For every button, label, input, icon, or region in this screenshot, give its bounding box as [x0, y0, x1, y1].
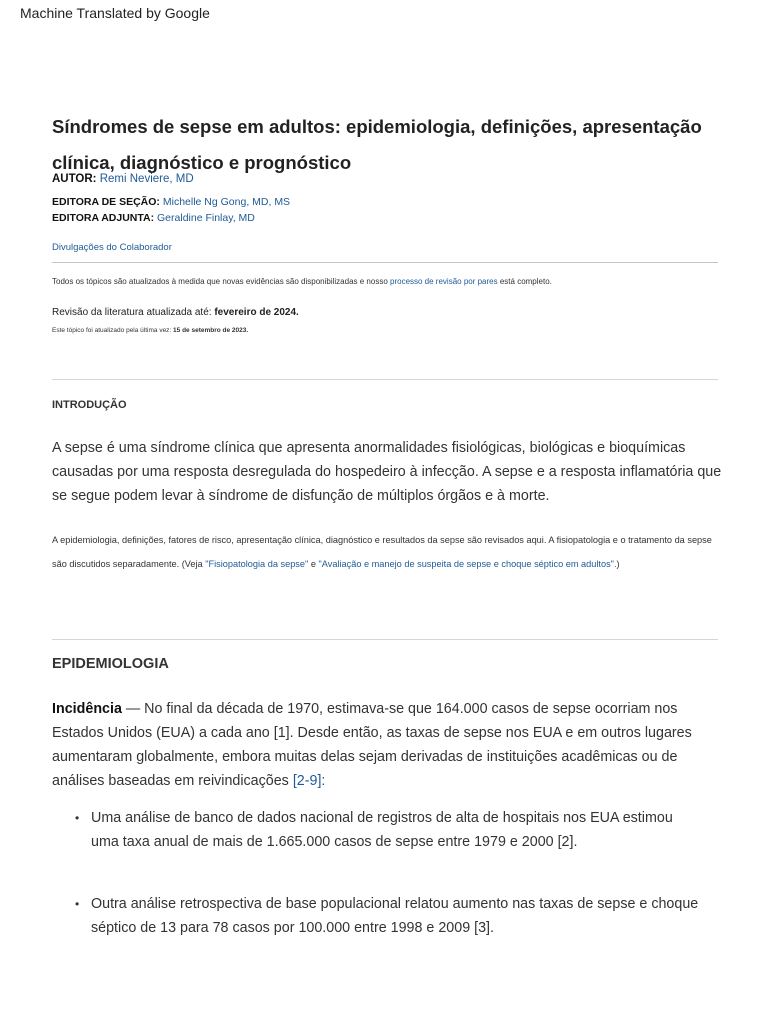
divider [52, 379, 718, 380]
intro-note-close: ) [616, 559, 620, 569]
bullet-marker: • [75, 811, 80, 825]
incidence-paragraph [52, 697, 722, 793]
intro-note-connector: e [308, 559, 319, 569]
deputy-editor-link[interactable]: Geraldine Finlay, MD [157, 212, 255, 224]
update-notice [52, 277, 552, 286]
title-line-2: clínica, diagnóstico e prognóstico [52, 152, 352, 173]
references-link[interactable]: [2-9]: [292, 773, 326, 789]
update-notice-text: Todos os tópicos são atualizados à medida que novas evidências são disponibilizadas e nosso [52, 277, 390, 286]
intro-note-paragraph [52, 528, 722, 576]
list-item-text: Outra análise retrospectiva de base populacional relatou aumento nas taxas de sepse e choque séptico de 13 para 78 casos por 100.000 entre 1998 e 2009 [3]. [91, 896, 699, 936]
deputy-editor-label: EDITORA ADJUNTA: [52, 212, 155, 224]
topic-updated-label: Este tópico foi atualizado pela última vez: [52, 327, 174, 334]
author-link[interactable]: Remi Neviere, MD [99, 173, 194, 185]
intro-paragraph: A sepse é uma síndrome clínica que apresenta anormalidades fisiológicas, biológicas e bioquímicas causadas por uma resposta desregulada do hospedeiro à infecção. A sepse e a resposta inflamatória que se segue podem levar à síndrome de disfunção de múltiplos órgãos e à morte. [52, 440, 722, 504]
update-notice-end: está completo. [497, 277, 552, 286]
topic-updated-value: 15 de setembro de 2023. [173, 327, 249, 334]
pathophysiology-link[interactable]: "Fisiopatologia da sepse" [205, 559, 309, 569]
author-line [52, 173, 194, 185]
bullet-marker: • [75, 897, 80, 911]
peer-review-process-link[interactable]: processo de revisão por pares [390, 277, 498, 286]
literature-review-date [52, 307, 299, 318]
section-editor-link[interactable]: Michelle Ng Gong, MD, MS [162, 196, 291, 208]
topic-last-updated [52, 327, 248, 334]
list-item-text: Uma análise de banco de dados nacional de registros de alta de hospitais nos EUA estimou uma taxa anual de mais de 1.665.000 casos de sepse entre 1979 e 2000 [2]. [91, 810, 673, 850]
deputy-editor-line [52, 212, 255, 224]
machine-translation-banner: Machine Translated by Google [20, 5, 210, 21]
incidence-label: Incidência [52, 701, 122, 717]
incidence-text: — No final da década de 1970, estimava-se que 164.000 casos de sepse ocorriam nos Estados Unidos (EUA) a cada ano [1]. Desde então, as taxas de sepse nos EUA e em outros lugares aumentaram globalmente, embora muitas delas sejam derivadas de instituições acadêmicas ou de análises baseadas em reivindicações [52, 701, 692, 789]
lit-review-value: fevereiro de 2024. [214, 307, 299, 318]
evaluation-management-link[interactable]: "Avaliação e manejo de suspeita de sepse e choque séptico em adultos". [318, 559, 617, 569]
article-title [52, 109, 732, 181]
divider [52, 639, 718, 640]
epidemiology-heading: EPIDEMIOLOGIA [52, 656, 169, 672]
section-editor-label: EDITORA DE SEÇÃO: [52, 196, 160, 208]
title-line-1: Síndromes de sepse em adultos: epidemiologia, definições, apresentação [52, 116, 702, 137]
divider [52, 262, 718, 263]
contributor-disclosures-link[interactable]: Divulgações do Colaborador [52, 242, 172, 253]
section-editor-line [52, 196, 290, 208]
introduction-heading: INTRODUÇÃO [52, 399, 127, 411]
intro-note-text: A epidemiologia, definições, fatores de risco, apresentação clínica, diagnóstico e resultados da sepse são revisados aqui. A fisiopatologia e o tratamento da sepse são discutidos separadamente. (Veja [52, 535, 712, 569]
author-label: AUTOR: [52, 173, 97, 185]
lit-review-label: Revisão da literatura atualizada até: [52, 307, 215, 318]
